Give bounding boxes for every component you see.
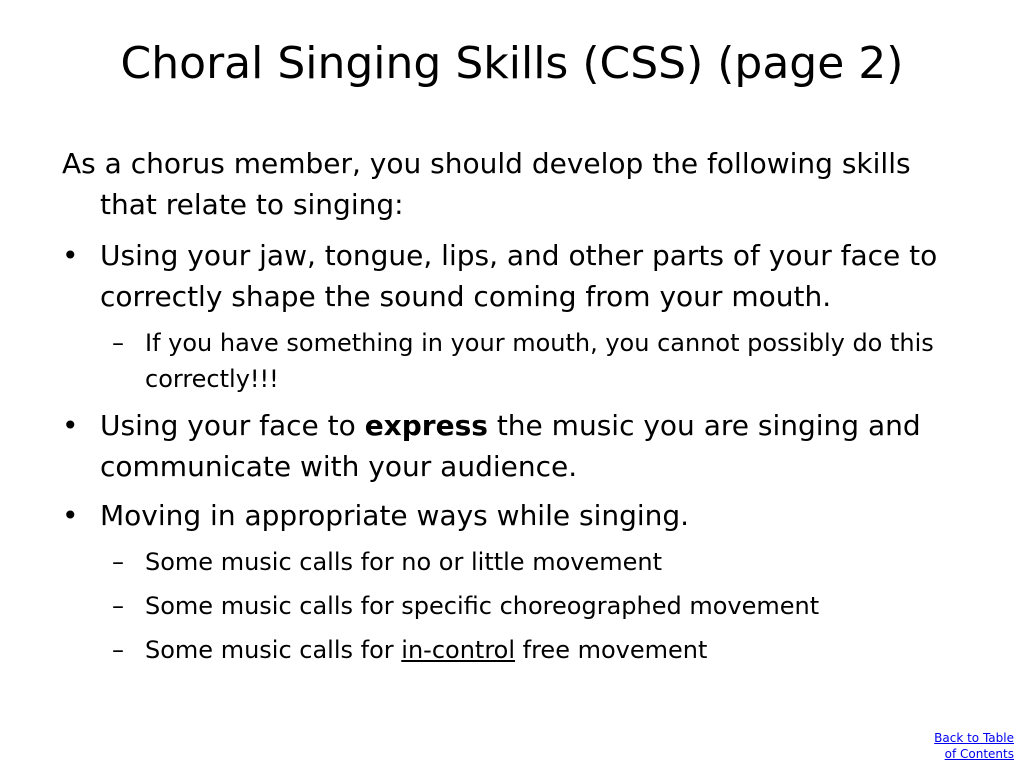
sub-bullet-text-after: free movement bbox=[515, 636, 708, 664]
bullet-text-after: the music you are singing and communicate with your audience. bbox=[100, 409, 921, 483]
sub-bullet-item bbox=[62, 325, 962, 397]
slide-body bbox=[62, 143, 962, 676]
sub-bullet-item bbox=[62, 588, 962, 624]
bullet-marker: • bbox=[62, 499, 79, 532]
sub-bullet-text: Some music calls for specific choreographed movement bbox=[145, 592, 820, 620]
sub-bullet-text bbox=[145, 636, 707, 664]
sub-bullet-marker: – bbox=[112, 329, 124, 357]
back-to-toc-link[interactable] bbox=[924, 730, 1014, 762]
sub-bullet-item bbox=[62, 544, 962, 580]
bullet-text bbox=[100, 409, 921, 483]
toc-link-line1: Back to Table bbox=[934, 731, 1014, 745]
sub-bullet-marker: – bbox=[112, 548, 124, 576]
bullet-text: Moving in appropriate ways while singing. bbox=[100, 499, 690, 532]
sub-bullet-text: Some music calls for no or little movement bbox=[145, 548, 662, 576]
bullet-marker: • bbox=[62, 409, 79, 442]
bullet-marker: • bbox=[62, 239, 79, 272]
emphasis-text: express bbox=[364, 409, 488, 442]
bullet-text: Using your jaw, tongue, lips, and other parts of your face to correctly shape the sound coming from your mouth. bbox=[100, 239, 938, 313]
underlined-text: in-control bbox=[401, 636, 516, 664]
bullet-item bbox=[62, 405, 962, 487]
bullet-text-before: Using your face to bbox=[100, 409, 365, 442]
sub-bullet-item bbox=[62, 632, 962, 668]
sub-bullet-marker: – bbox=[112, 592, 124, 620]
sub-bullet-marker: – bbox=[112, 636, 124, 664]
slide-title: Choral Singing Skills (CSS) (page 2) bbox=[120, 38, 904, 89]
sub-bullet-text-before: Some music calls for bbox=[145, 636, 402, 664]
sub-bullet-text: If you have something in your mouth, you cannot possibly do this correctly!!! bbox=[145, 329, 934, 393]
bullet-item bbox=[62, 495, 962, 536]
bullet-item bbox=[62, 235, 962, 317]
intro-paragraph: As a chorus member, you should develop the following skills that relate to singing: bbox=[62, 147, 911, 221]
toc-link-line2: of Contents bbox=[944, 747, 1014, 761]
